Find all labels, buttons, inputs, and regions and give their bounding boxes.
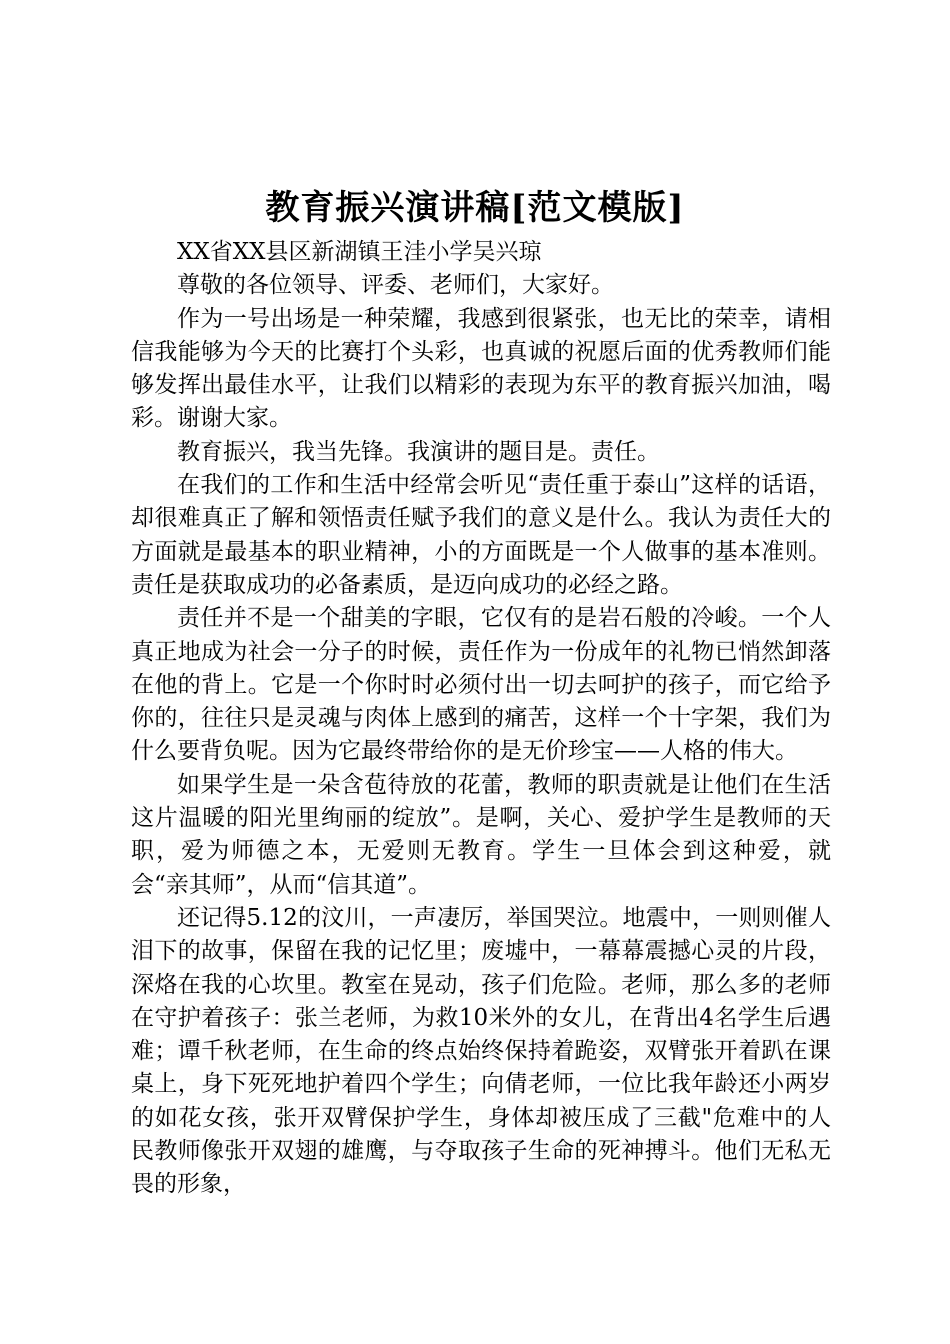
body-paragraph: 教育振兴，我当先锋。我演讲的题目是。责任。 xyxy=(177,438,660,465)
greeting-paragraph: 尊敬的各位领导、评委、老师们，大家好。 xyxy=(177,272,614,299)
body-paragraph: 在我们的工作和生活中经常会听见“责任重于泰山”这样的话语，却很难真正了解和领悟责任赋予我们的意义是什么。我认为责任大的方面就是最基本的职业精神，小的方面既是一个人做事的基本准则。责任是获取成功的必备素质，是迈向成功的必经之路。 xyxy=(131,472,831,598)
author-line: XX省XX县区新湖镇王洼小学吴兴琼 xyxy=(177,239,542,265)
document-body xyxy=(131,236,831,1202)
body-paragraph: 如果学生是一朵含苞待放的花蕾，教师的职责就是让他们在生活这片温暖的阳光里绚丽的绽放”。是啊，关心、爱护学生是教师的天职，爱为师德之本，无爱则无教育。学生一旦体会到这种爱，就会“亲其师”，从而“信其道”。 xyxy=(131,771,831,898)
body-paragraph: 作为一号出场是一种荣耀，我感到很紧张，也无比的荣幸，请相信我能够为今天的比赛打个头彩，也真诚的祝愿后面的优秀教师们能够发挥出最佳水平，让我们以精彩的表现为东平的教育振兴加油，喝彩。谢谢大家。 xyxy=(131,305,831,432)
body-paragraph: 责任并不是一个甜美的字眼，它仅有的是岩石般的冷峻。一个人真正地成为社会一分子的时候，责任作为一份成年的礼物已悄然卸落在他的背上。它是一个你时时必须付出一切去呵护的孩子，而它给予你的，往往只是灵魂与肉体上感到的痛苦，这样一个十字架，我们为什么要背负呢。因为它最终带给你的是无价珍宝——人格的伟大。 xyxy=(131,605,831,765)
document-title: 教育振兴演讲稿[范文模版] xyxy=(265,188,685,228)
body-paragraph: 还记得5.12的汶川，一声凄厉，举国哭泣。地震中，一则则催人泪下的故事，保留在我的记忆里；废墟中，一幕幕震撼心灵的片段，深烙在我的心坎里。教室在晃动，孩子们危险。老师，那么多的老师在守护着孩子：张兰老师，为救10米外的女儿，在背出4名学生后遇难；谭千秋老师，在生命的终点始终保持着跪姿，双臂张开着趴在课桌上，身下死死地护着四个学生；向倩老师，一位比我年龄还小两岁的如花女孩，张开双臂保护学生，身体却被压成了三截"危难中的人民教师像张开双翅的雄鹰，与夺取孩子生命的死神搏斗。他们无私无畏的形象， xyxy=(131,904,831,1198)
